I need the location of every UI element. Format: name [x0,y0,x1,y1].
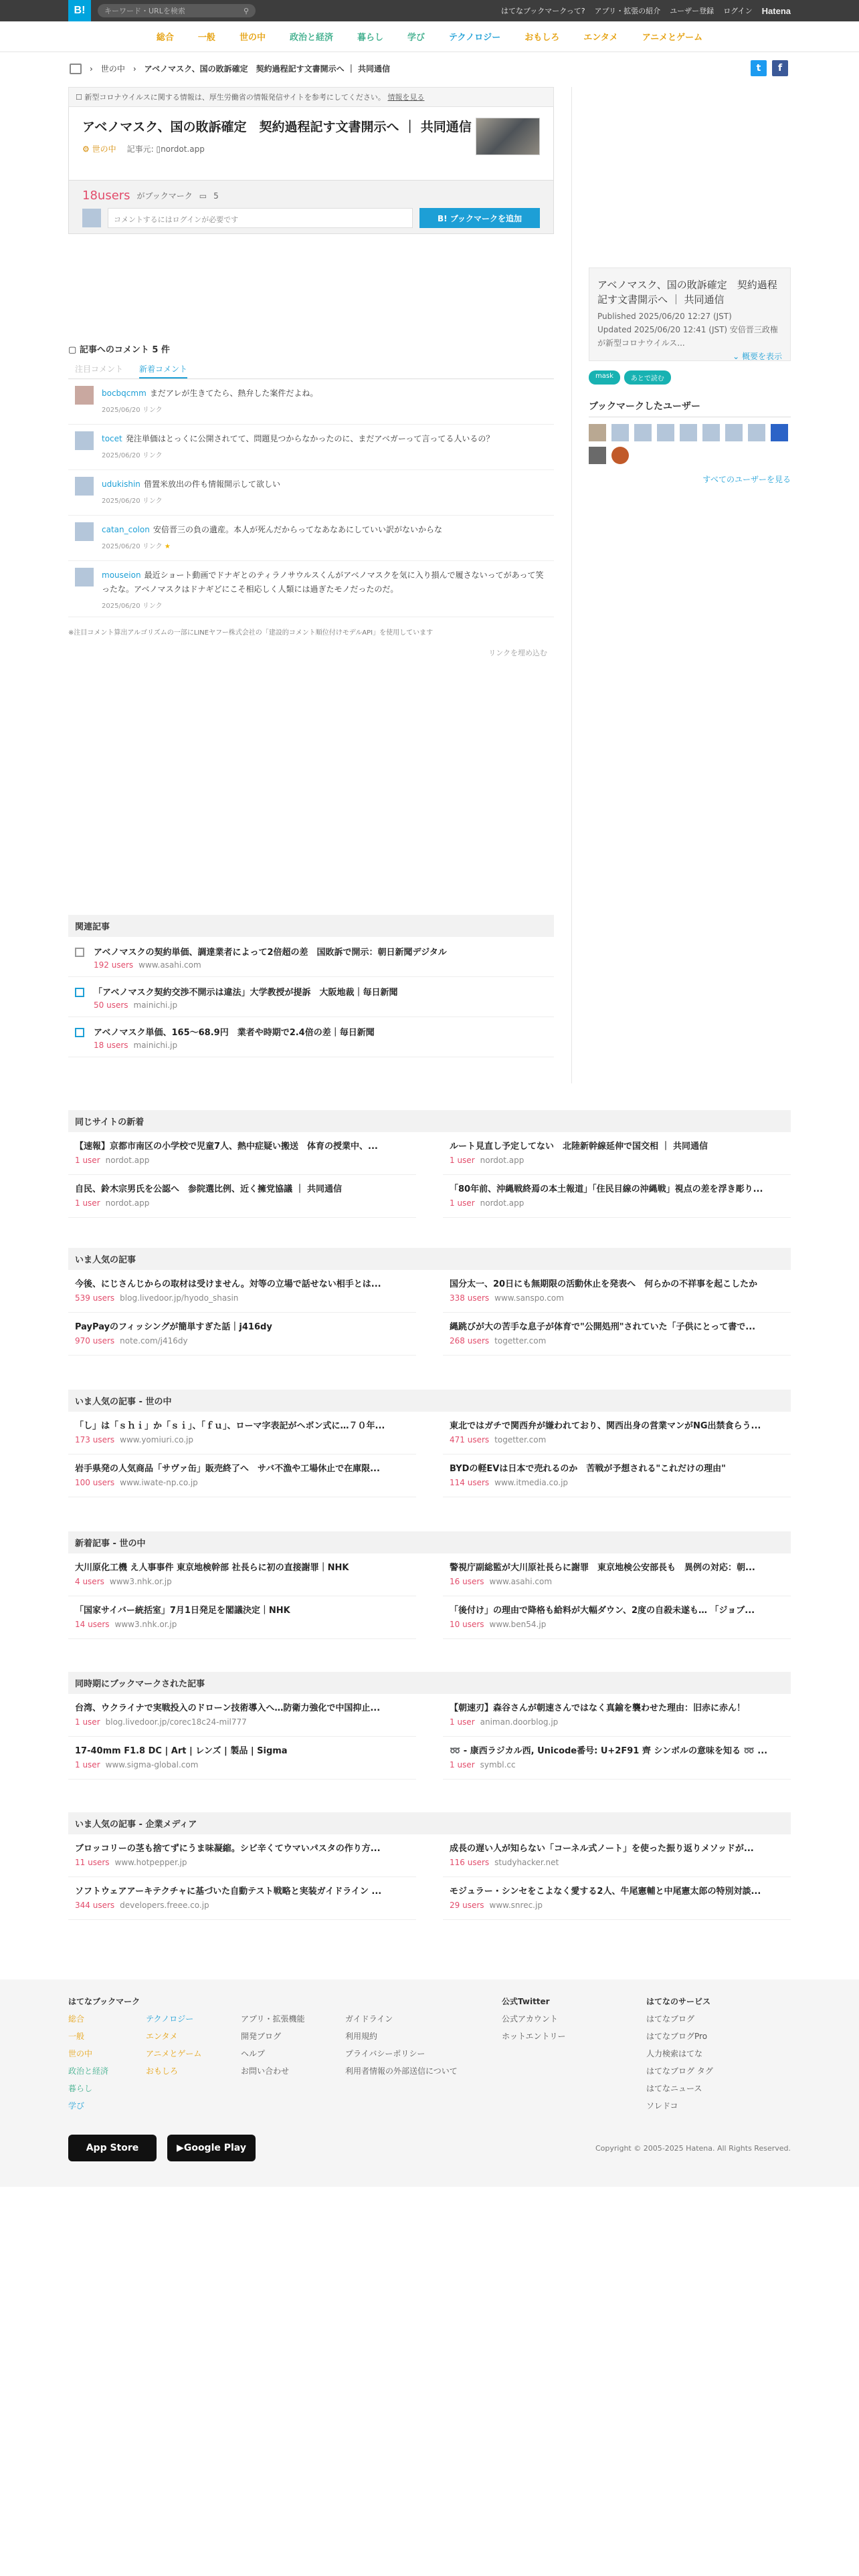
nav-category[interactable]: 一般 [197,33,215,43]
section-heading: いま人気の記事 [68,1248,791,1270]
google-play-button[interactable] [167,2135,256,2161]
breadcrumb [70,63,390,74]
summary-published: Published 2025/06/20 12:27 (JST) [597,312,732,321]
article-title[interactable]: 「後付け」の理由で降格も給料が大幅ダウン、2度の自殺未遂も… 「ジョブ... [450,1606,755,1616]
comment-link[interactable]: リンク [142,407,163,414]
nav-category[interactable]: おもしろ [524,33,560,43]
article-column [68,1834,416,1920]
nav-category[interactable]: 政治と経済 [289,33,333,43]
article-title[interactable]: 「国家サイバー統括室」7月1日発足を閣議決定｜NHK [75,1606,290,1616]
article-item[interactable] [443,1737,791,1780]
avatar[interactable] [725,424,743,441]
home-icon[interactable] [70,64,82,74]
article-site[interactable]: developers.freee.co.jp [120,1901,209,1910]
article-users[interactable]: 471 users [450,1435,490,1444]
footer-link[interactable]: アニメとゲーム [146,2049,202,2058]
tag[interactable]: mask [589,370,620,385]
comment-input[interactable]: コメントするにはログインが必要です [108,208,413,228]
article-item[interactable] [68,1270,416,1313]
comment-date: 2025/06/20 [102,407,140,414]
article-item[interactable] [443,1175,791,1218]
avatar[interactable] [75,386,94,405]
article-site[interactable]: www.sanspo.com [494,1293,564,1303]
nav-category[interactable]: エンタメ [583,33,618,43]
show-summary-link[interactable]: ⌄ 概要を表示 [733,352,782,361]
section-heading: いま人気の記事 - 企業メディア [68,1812,791,1834]
article-users[interactable]: 4 users [75,1577,104,1586]
article-title[interactable]: BYDの軽EVは日本で売れるのか 苦戦が予想される"これだけの理由" [450,1464,726,1474]
article-site[interactable]: www.ben54.jp [489,1620,547,1629]
add-bookmark-button[interactable]: B! ブックマークを追加 [419,208,540,228]
app-store-label: App Store [86,2143,139,2153]
avatar[interactable] [589,447,606,464]
bookmark-box [68,181,554,234]
entry-source [127,143,205,154]
login-link[interactable]: ログイン [723,7,753,15]
footer-link[interactable]: 一般 [68,2032,85,2041]
search-input[interactable] [98,4,256,17]
comment-user[interactable]: tocet [102,434,122,443]
footer-link[interactable]: プライバシーポリシー [345,2049,425,2058]
footer-link[interactable]: 政治と経済 [68,2066,109,2076]
entry-title[interactable]: アベノマスク、国の敗訴確定 契約過程記す文書開示へ ｜ 共同通信 [82,120,472,134]
nav-category[interactable]: アニメとゲーム [642,33,703,43]
article-item[interactable] [443,1694,791,1737]
article-column [68,1132,416,1218]
tab-new-comments[interactable]: 新着コメント [139,363,187,379]
article-users[interactable]: 100 users [75,1478,115,1487]
comment-item [68,470,554,516]
article-site[interactable]: togetter.com [494,1336,547,1346]
footer-link[interactable]: 総合 [68,2014,85,2024]
article-item[interactable] [68,1455,416,1497]
article-site[interactable]: nordot.app [480,1156,524,1165]
section-heading: 関連記事 [68,915,554,937]
comment-item [68,425,554,470]
article-users[interactable]: 1 user [75,1717,100,1727]
article-title[interactable]: ソフトウェアアーキテクチャに基づいた自動テスト戦略と実装ガイドライン ... [75,1887,382,1897]
page-icon [75,988,84,997]
entry-box [68,107,554,181]
footer-link[interactable]: エンタメ [146,2032,178,2041]
covid-notice [68,87,554,107]
source-label: 記事元: [126,144,154,154]
article-site[interactable]: animan.doorblog.jp [480,1717,559,1727]
article-users[interactable]: 1 user [450,1156,475,1165]
article-section [68,1110,791,1218]
article-site[interactable]: nordot.app [480,1198,524,1208]
footer-link[interactable]: 暮らし [68,2084,93,2093]
chevron-right-icon: › [90,64,93,74]
article-title[interactable]: 縄跳びが大の苦手な息子が体育で"公開処刑"されていた「子供にとって書で... [450,1322,756,1332]
page-icon: ▯ [156,144,161,154]
search-icon[interactable]: ⚲ [243,6,249,15]
search-placeholder: キーワード・URLを検索 [104,7,185,15]
source-domain[interactable]: nordot.app [161,144,205,154]
comment-text: 安倍晋三の負の遺産。本人が死んだからってなあなあにしていい訳がないからな [153,525,442,534]
entry-thumbnail[interactable] [476,118,540,155]
related-users[interactable]: 18 users [94,1041,128,1050]
comment-link[interactable]: リンク [142,498,163,505]
footer-link[interactable]: はてなブログ [646,2014,695,2024]
nav-category[interactable]: 学び [407,33,425,43]
footer-link[interactable]: 学び [68,2101,85,2111]
article-item[interactable] [443,1132,791,1175]
article-title[interactable]: 【速報】京都市南区の小学校で児童7人、熱中症疑い搬送 体育の授業中、... [75,1142,378,1152]
footer-heading: 公式Twitter [502,1997,550,2006]
notice-text: 新型コロナウイルスに関する情報は、厚生労働省の情報発信サイトを参考にしてください。 [84,93,385,102]
article-users[interactable]: 11 users [75,1858,110,1867]
footer-link[interactable]: お問い合わせ [241,2066,290,2076]
avatar[interactable] [657,424,674,441]
related-users[interactable]: 192 users [94,960,134,970]
comment-link[interactable]: リンク [142,543,163,550]
related-users[interactable]: 50 users [94,1000,128,1010]
hatena-logo[interactable]: Hatena [761,5,791,16]
article-item[interactable] [443,1455,791,1497]
footer [0,1979,859,2187]
avatar[interactable] [611,447,629,464]
related-item[interactable] [68,977,554,1017]
comment-link[interactable]: リンク [142,603,163,610]
article-column [443,1834,791,1920]
article-users[interactable]: 1 user [450,1198,475,1208]
tag[interactable]: あとで読む [624,370,671,385]
apps-link[interactable]: アプリ・拡張の紹介 [594,7,661,15]
article-users[interactable]: 173 users [75,1435,115,1444]
bookmark-label: がブックマーク [136,191,193,201]
article-title[interactable]: 「80年前、沖縄戦終焉の本土報道」「住民目線の沖縄戦」視点の差を浮き彫り... [450,1184,763,1194]
comment-item [68,561,554,617]
avatar[interactable] [75,431,94,450]
article-item[interactable] [443,1877,791,1920]
entry-category-label: 世の中 [92,144,116,154]
article-title[interactable]: 自民、鈴木宗男氏を公認へ 参院選比例、近く擁党協議 ｜ 共同通信 [75,1184,343,1194]
article-site[interactable]: www3.nhk.or.jp [109,1577,172,1586]
article-item[interactable] [68,1132,416,1175]
article-site[interactable]: symbl.cc [480,1760,516,1769]
comment-count: 5 [213,191,219,201]
article-users[interactable]: 1 user [75,1760,100,1769]
article-item[interactable] [68,1877,416,1920]
related-title[interactable]: アベノマスクの契約単価、調達業者によって2倍超の差 国敗訴で開示：朝日新聞デジタル [94,948,447,958]
comment-user[interactable]: catan_colon [102,525,150,534]
article-users[interactable]: 1 user [450,1760,475,1769]
avatar[interactable] [589,424,606,441]
article-title[interactable]: 17-40mm F1.8 DC | Art | レンズ | 製品 | Sigma [75,1746,288,1756]
nav-category[interactable]: テクノロジー [449,33,501,43]
avatar[interactable] [771,424,788,441]
avatar[interactable] [702,424,720,441]
article-users[interactable]: 344 users [75,1901,115,1910]
article-users[interactable]: 116 users [450,1858,490,1867]
comment-item [68,379,554,425]
breadcrumb-title: アベノマスク、国の敗訴確定 契約過程記す文書開示へ ｜ 共同通信 [144,64,391,74]
article-site[interactable]: nordot.app [105,1198,150,1208]
tag-list [589,370,791,385]
article-users[interactable]: 10 users [450,1620,484,1629]
nav-category[interactable]: 総合 [156,33,174,43]
article-item[interactable] [443,1412,791,1455]
article-site[interactable]: togetter.com [494,1435,547,1444]
article-section [68,1672,791,1780]
nav-category[interactable]: 世の中 [239,33,266,43]
article-site[interactable]: www.itmedia.co.jp [494,1478,569,1487]
comments-heading-label: 記事へのコメント 5 件 [79,345,170,355]
footer-link[interactable]: 世の中 [68,2049,93,2058]
page-icon [75,948,84,957]
entry-main [68,87,554,234]
star-icon[interactable]: ★ [164,543,171,550]
article-item[interactable] [68,1175,416,1218]
register-link[interactable]: ユーザー登録 [670,7,714,15]
footer-link[interactable]: 開発ブログ [241,2032,282,2041]
footer-link[interactable]: テクノロジー [146,2014,194,2024]
share-buttons [751,60,788,76]
avatar[interactable] [680,424,697,441]
app-store-button[interactable] [68,2135,157,2161]
summary-updated: Updated 2025/06/20 12:41 (JST) 安倍晋三政権が新型コロナウイルス... [597,325,778,348]
footer-link[interactable]: はてなブログ タグ [646,2066,713,2076]
related-title[interactable]: アベノマスク単価、165～68.9円 業者や時期で2.4倍の差｜毎日新聞 [94,1028,375,1038]
article-users[interactable]: 970 users [75,1336,115,1346]
related-site[interactable]: mainichi.jp [133,1041,178,1050]
article-title[interactable]: 警視庁副総監が大川原社長らに謝罪 東京地検公安部長も 異例の対応：朝... [450,1563,755,1573]
article-column [68,1412,416,1497]
bookmark-logo[interactable]: B! [68,0,91,21]
comment-user[interactable]: udukishin [102,479,140,489]
article-site[interactable]: www.iwate-np.co.jp [120,1478,198,1487]
article-title[interactable]: 岩手県発の人気商品「サヴァ缶」販売終了へ サバ不漁や工場休止で在庫限... [75,1464,380,1474]
article-item[interactable] [68,1694,416,1737]
nav-category[interactable]: 暮らし [357,33,383,43]
avatar[interactable] [75,568,94,586]
article-item[interactable] [68,1596,416,1639]
column-divider [571,87,572,1083]
article-item[interactable] [68,1313,416,1356]
article-title[interactable]: 大川原化工機 え人事事件 東京地検幹部 社長らに初の直接謝罪｜NHK [75,1563,349,1573]
article-site[interactable]: www.snrec.jp [489,1901,543,1910]
article-item[interactable] [68,1737,416,1780]
ai-note: ※注目コメント算出アルゴリズムの一部にLINEヤフー株式会社の「建設的コメント順位付けモデルAPI」を使用しています [68,629,434,637]
avatar [82,209,101,227]
facebook-icon[interactable]: f [772,60,788,76]
comment-date: 2025/06/20 [102,603,140,610]
twitter-icon[interactable]: t [751,60,767,76]
article-users[interactable]: 268 users [450,1336,490,1346]
comment-user[interactable]: mouseion [102,570,141,580]
article-site[interactable]: www.asahi.com [489,1577,553,1586]
entry-summary [589,267,791,361]
comment-date: 2025/06/20 [102,452,140,459]
article-users[interactable]: 338 users [450,1293,490,1303]
article-site[interactable]: www.sigma-global.com [105,1760,199,1769]
bookmark-users-count[interactable]: 18users [82,189,130,203]
article-users[interactable]: 114 users [450,1478,490,1487]
article-section [68,1531,791,1639]
article-item[interactable] [443,1313,791,1356]
footer-link[interactable]: 公式アカウント [502,2014,558,2024]
avatar[interactable] [75,522,94,541]
footer-link[interactable]: おもしろ [146,2066,179,2076]
article-title[interactable]: PayPayのフィッシングが簡単すぎた話｜j416dy [75,1322,272,1332]
user-avatars [589,424,789,464]
related-site[interactable]: www.asahi.com [138,960,201,970]
footer-link[interactable]: 人力検索はてな [646,2049,703,2058]
sidebar [589,87,791,485]
article-column [443,1412,791,1497]
article-users[interactable]: 1 user [75,1156,100,1165]
article-section [68,1812,791,1920]
article-site[interactable]: www.yomiuri.co.jp [120,1435,193,1444]
footer-link[interactable]: ガイドライン [345,2014,393,2024]
comment-text: 発注単価はとっくに公開されてて、問題見つからなかったのに、まだアベガーって言ってる人いるの？ [125,434,494,443]
play-icon: ▶ [177,2143,184,2153]
article-item[interactable] [68,1412,416,1455]
footer-link[interactable]: 利用規約 [345,2032,378,2041]
footer-heading: はてなのサービス [646,1997,711,2006]
comment-user[interactable]: bocbqcmm [102,389,147,398]
comments-section [68,342,554,658]
category-nav [0,21,859,52]
chevron-right-icon: › [132,64,136,74]
article-site[interactable]: www3.nhk.or.jp [114,1620,177,1629]
related-item[interactable] [68,937,554,977]
article-section [68,1390,791,1497]
section-heading: 新着記事 - 世の中 [68,1531,791,1553]
article-site[interactable]: nordot.app [105,1156,150,1165]
see-all-users-link[interactable]: すべてのユーザーを見る [702,475,791,484]
comment-text: 借置米放出の件も情報開示して欲しい [144,479,281,489]
embed-link[interactable]: リンクを埋め込む [488,649,547,657]
footer-link[interactable]: ヘルプ [241,2049,266,2058]
tab-popular-comments[interactable]: 注目コメント [75,364,124,374]
article-users[interactable]: 29 users [450,1901,484,1910]
article-site[interactable]: www.hotpepper.jp [114,1858,187,1867]
article-item[interactable] [443,1834,791,1877]
article-item[interactable] [68,1834,416,1877]
related-articles [68,915,554,1057]
footer-link[interactable]: ホットエントリー [502,2032,566,2041]
article-site[interactable]: studyhacker.net [494,1858,559,1867]
article-title[interactable]: ブロッコリーの茎も捨てずにうま味凝縮。シビ辛くてウマいパスタの作り方... [75,1844,381,1854]
article-users[interactable]: 539 users [75,1293,115,1303]
article-site[interactable]: blog.livedoor.jp/corec18c24-mil777 [105,1717,247,1727]
google-play-label: Google Play [183,2143,246,2153]
section-heading: 同じサイトの新着 [68,1110,791,1132]
comments-heading [68,342,554,355]
avatar[interactable] [75,477,94,496]
related-item[interactable] [68,1017,554,1057]
summary-title: アベノマスク、国の敗訴確定 契約過程記す文書開示へ ｜ 共同通信 [597,279,777,306]
avatar[interactable] [634,424,652,441]
footer-heading: はてなブックマーク [68,1997,140,2006]
article-title[interactable]: 成長の遅い人が知らない「コーネル式ノート」を使った振り返りメソッドが... [450,1844,754,1854]
article-column [443,1694,791,1780]
show-summary-label: 概要を表示 [741,352,782,361]
copyright: Copyright © 2005-2025 Hatena. All Rights Reserved. [595,2144,791,2153]
comment-date: 2025/06/20 [102,498,140,505]
speech-bubble-icon: ▢ [68,345,80,355]
article-column [443,1270,791,1356]
article-item[interactable] [443,1596,791,1639]
top-bar [0,0,859,21]
article-title[interactable]: ルート見直し予定してない 北陸新幹線延伸で国交相 ｜ 共同通信 [450,1142,708,1152]
article-title[interactable]: モジュラー・シンセをこよなく愛する2人、牛尾憲輔と中尾憲太郎の特別対談... [450,1887,761,1897]
article-column [443,1132,791,1218]
article-item[interactable] [443,1553,791,1596]
article-item[interactable] [443,1270,791,1313]
comment-link[interactable]: リンク [142,452,163,459]
article-title[interactable]: ➿ - 康西ラジカル西, Unicode番号: U+2F91 ⿑ シンボルの意味を知る ➿ ... [450,1746,768,1756]
article-column [68,1694,416,1780]
footer-link[interactable]: アプリ・拡張機能 [241,2014,305,2024]
about-link[interactable]: はてなブックマークって? [500,7,585,15]
avatar[interactable] [748,424,765,441]
breadcrumb-category[interactable]: 世の中 [100,64,125,74]
footer-link[interactable]: はてなニュース [646,2084,702,2093]
article-users[interactable]: 1 user [75,1198,100,1208]
avatar[interactable] [611,424,629,441]
article-title[interactable]: 「し」は「ｓｈｉ」か「ｓｉ」、「ｆｕ」、ローマ字表記がヘボン式に…７０年... [75,1421,385,1431]
info-icon: ☐ [76,93,85,102]
article-title[interactable]: 国分太一、20日にも無期限の活動休止を発表へ 何らかの不祥事を起こしたか [450,1279,758,1289]
article-users[interactable]: 16 users [450,1577,484,1586]
article-column [443,1553,791,1639]
article-title[interactable]: 【朝速刃】森谷さんが朝速さんではなく真鍮を襲わせた理由：旧赤に赤ん！ [450,1703,746,1713]
comment-date: 2025/06/20 [102,543,140,550]
comment-text: 最近ショート動画でドナギとのティラノサウルスくんがアベノマスクを気に入り損んで履さないってがあって笑ったな。アベノマスクはドナギどにこそ相応しく人類には過ぎたモノだったのだ。 [102,570,544,594]
article-column [68,1553,416,1639]
article-column [68,1270,416,1356]
article-title[interactable]: 東北ではガチで関西弁が嫌われており、関西出身の営業マンがNG出禁食らう... [450,1421,761,1431]
section-heading: いま人気の記事 - 世の中 [68,1390,791,1412]
article-section [68,1248,791,1356]
related-site[interactable]: mainichi.jp [133,1000,178,1010]
article-site[interactable]: note.com/j416dy [120,1336,188,1346]
footer-link[interactable]: はてなブログPro [646,2032,708,2041]
notice-link[interactable]: 情報を見る [387,93,425,102]
bookmarked-users-heading: ブックマークしたユーザー [589,399,791,417]
article-title[interactable]: 台湾、ウクライナで実戦投入のドローン技術導入へ…防衛力強化で中国抑止... [75,1703,381,1713]
article-item[interactable] [68,1553,416,1596]
footer-link[interactable]: 利用者情報の外部送信について [345,2066,458,2076]
entry-category[interactable]: ⚙ 世の中 [82,144,116,154]
article-users[interactable]: 1 user [450,1717,475,1727]
article-site[interactable]: blog.livedoor.jp/hyodo_shasin [120,1293,239,1303]
comment-item [68,516,554,561]
footer-link[interactable]: ソレドコ [646,2101,678,2111]
related-title[interactable]: 「アベノマスク契約交渉不開示は違法」大学教授が提訴 大阪地裁｜毎日新聞 [94,988,398,998]
article-title[interactable]: 今後、にじさんじからの取材は受けません。対等の立場で話せない相手とは... [75,1279,381,1289]
comment-text: まだアレが生きてたら、熱弁した案件だよね。 [149,389,318,398]
section-heading: 同時期にブックマークされた記事 [68,1672,791,1694]
page-icon [75,1028,84,1037]
comment-icon: ▭ [199,191,207,201]
article-users[interactable]: 14 users [75,1620,110,1629]
